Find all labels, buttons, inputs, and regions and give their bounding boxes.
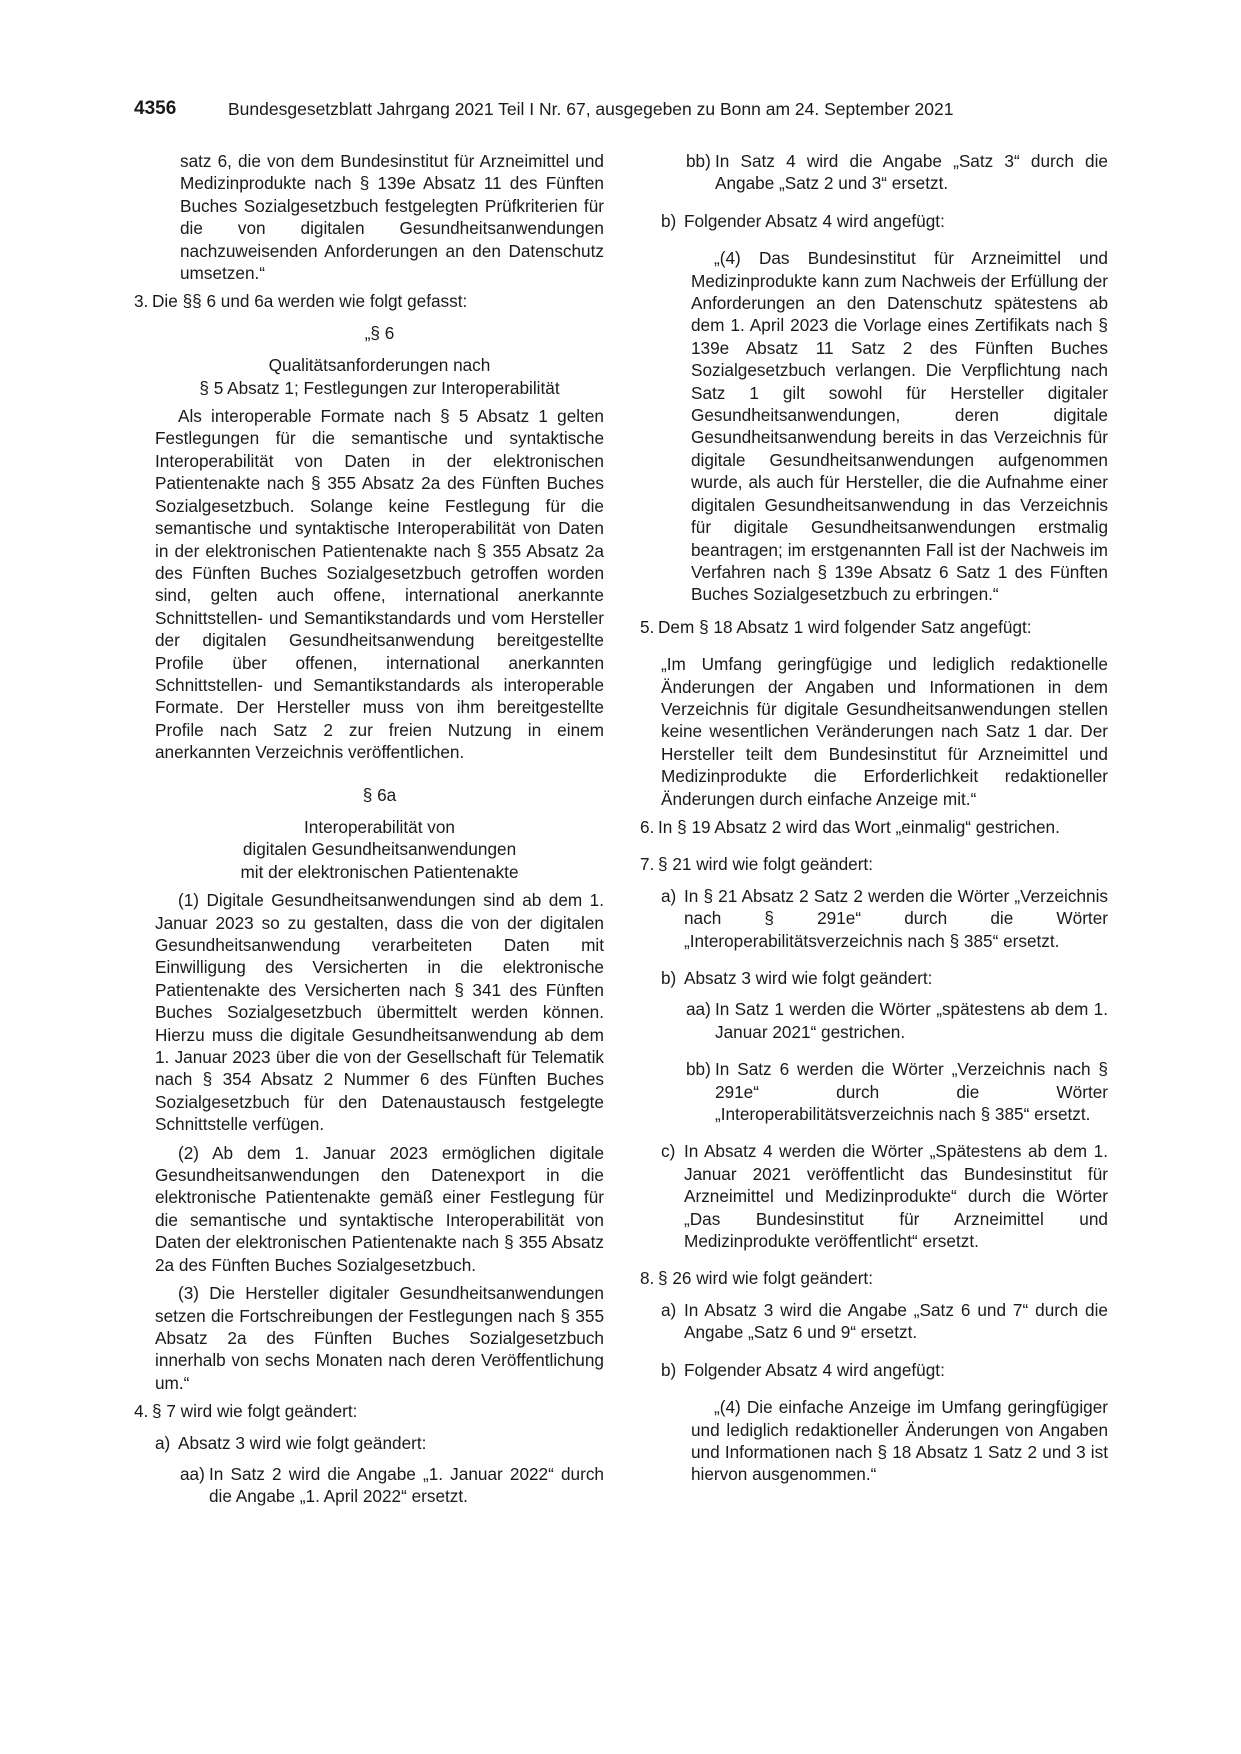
item-label: 8.	[640, 1268, 655, 1289]
list-item-3	[134, 290, 604, 312]
item-text: In Absatz 4 werden die Wörter „Spätestens ab dem 1. Januar 2021 veröffentlicht das Bundesinstitut für Arzneimittel und Medizinprodukte“ durch die Wörter „Das Bundesinstitut für Arzneimittel und Medizinprodukte veröffentlicht“ ersetzt.	[684, 1141, 1108, 1252]
quoted-absatz-4: „(4) Das Bundesinstitut für Arzneimittel und Medizinprodukte kann zum Nachweis der Erfüllung der Anforderungen an den Datenschutz spätestens ab dem 1. April 2023 die Vorlage eines Zertifikats nach § 139e Absatz 11 Satz 2 des Fünften Buches Sozialgesetzbuch verlangen. Die Verpflichtung nach Satz 1 gilt sowohl für Hersteller digitaler Gesundheitsanwendungen, deren digitale Gesundheitsanwendung bereits in das Verzeichnis für digitale Gesundheitsanwendungen aufgenommen wurde, als auch für Hersteller, die die Aufnahme einer digitalen Gesundheitsanwendung in das Verzeichnis für digitale Gesundheitsanwendungen erstmalig beantragen; im erstgenannten Fall ist der Nachweis im Verfahren nach § 139e Absatz 6 Satz 1 des Fünften Buches Sozialgesetzbuch zu erbringen.“	[691, 248, 1108, 605]
section-6	[155, 322, 604, 1394]
section-paragraph: (2) Ab dem 1. Januar 2023 ermöglichen digitale Gesundheitsanwendungen den Datenexport in die elektronische Patientenakte gemäß einer Festlegung für die semantische und syntaktische Interoperabilität von Daten der elektronischen Patientenakte nach § 355 Absatz 2a des Fünften Buches Sozialgesetzbuch.	[155, 1142, 604, 1275]
list-item-7c	[661, 1140, 1108, 1252]
quoted-absatz-4: „(4) Die einfache Anzeige im Umfang geringfügiger und lediglich redaktioneller Änderungen von Angaben und Informationen nach § 18 Absatz 1 Satz 2 und 3 ist hiervon ausgenommen.“	[691, 1397, 1108, 1485]
section-paragraph: (1) Digitale Gesundheitsanwendungen sind ab dem 1. Januar 2023 so zu gestalten, dass die von der digitalen Gesundheitsanwendung verarbeiteten Daten mit Einwilligung des Versicherten in die elektronische Patientenakte des Versicherten nach § 341 des Fünften Buches Sozialgesetzbuch übermittelt werden können. Hierzu muss die digitale Gesundheitsanwendung ab dem 1. Januar 2023 über die von der Gesellschaft für Telematik nach § 354 Absatz 2 Nummer 6 des Fünften Buches Sozialgesetzbuch für den Datenaustausch festgelegte Schnittstelle verfügen.	[155, 890, 604, 1135]
item-text: § 26 wird wie folgt geändert:	[658, 1268, 873, 1289]
list-item-4a	[155, 1432, 604, 1454]
item-text: In Satz 2 wird die Angabe „1. Januar 2022“ durch die Angabe „1. April 2022“ ersetzt.	[209, 1463, 604, 1507]
item-text: In Satz 1 werden die Wörter „spätestens ab dem 1. Januar 2021“ gestrichen.	[715, 999, 1108, 1042]
item-label: b)	[661, 968, 677, 988]
quoted-sentence: „Im Umfang geringfügige und lediglich redaktionelle Änderungen der Angaben und Informationen in dem Verzeichnis für digitale Gesundheitsanwendungen stellen keine wesentlichen Veränderungen nach Satz 1 dar. Der Hersteller teilt dem Bundesinstitut für Arzneimittel und Medizinprodukte die Erforderlichkeit redaktioneller Änderungen durch einfache Anzeige mit.“	[661, 654, 1108, 809]
item-text: In § 19 Absatz 2 wird das Wort „einmalig“ gestrichen.	[658, 816, 1060, 837]
item-text: § 7 wird wie folgt geändert:	[152, 1401, 358, 1422]
item-label: b)	[661, 1359, 677, 1380]
list-item-8a	[661, 1299, 1108, 1344]
item-text: In Satz 4 wird die Angabe „Satz 3“ durch die Angabe „Satz 2 und 3“ ersetzt.	[715, 151, 1108, 194]
item-label: 4.	[134, 1401, 149, 1422]
right-column	[640, 150, 1108, 1486]
section-number: „§ 6	[364, 322, 395, 343]
item-text: Folgender Absatz 4 wird angefügt:	[684, 1359, 945, 1380]
left-column	[134, 150, 604, 1517]
item-text: Die §§ 6 und 6a werden wie folgt gefasst:	[152, 291, 468, 312]
list-item-8	[640, 1267, 1108, 1289]
item-label: bb)	[686, 1059, 711, 1080]
page-number: 4356	[134, 98, 177, 119]
item-text: Folgender Absatz 4 wird angefügt:	[684, 210, 945, 231]
list-item-4a-aa	[180, 1463, 604, 1508]
item-text: Dem § 18 Absatz 1 wird folgender Satz angefügt:	[658, 616, 1032, 637]
section-paragraph: (3) Die Hersteller digitaler Gesundheitsanwendungen setzen die Fortschreibungen der Festlegungen nach § 355 Absatz 2a des Fünften Buches Sozialgesetzbuch innerhalb von sechs Monaten nach deren Veröffentlichung um.“	[155, 1283, 604, 1393]
item-label: 6.	[640, 816, 655, 837]
item-label: aa)	[180, 1463, 205, 1484]
section-body: Als interoperable Formate nach § 5 Absatz 1 gelten Festlegungen für die semantische und syntaktische Interoperabilität von Daten in der elektronischen Patientenakte nach § 355 Absatz 2a des Fünften Buches Sozialgesetzbuch. Solange keine Festlegung für die semantische und syntaktische Interoperabilität von Daten in der elektronischen Patientenakte nach § 355 Absatz 2a des Fünften Buches Sozialgesetzbuch getroffen worden sind, gelten auch offene, international anerkannte Schnittstellen- und Semantikstandards und vom Hersteller der digitalen Gesundheitsanwendung bereitgestellte Profile über offenen, international anerkannten Schnittstellen- und Semantikstandards als interoperable Formate. Der Hersteller muss von ihm bereitgestellte Profile nach Satz 2 zur freien Nutzung in einem anerkannten Verzeichnis veröffentlichen.	[155, 406, 604, 763]
list-item-6	[640, 816, 1108, 838]
section-title-line: digitalen Gesundheitsanwendungen	[242, 839, 517, 860]
section-title-line: mit der elektronischen Patientenakte	[240, 861, 519, 882]
running-head: Bundesgesetzblatt Jahrgang 2021 Teil I Nr. 67, ausgegeben zu Bonn am 24. September 2021	[228, 99, 954, 119]
item-label: 3.	[134, 291, 149, 312]
list-item-7b-bb	[686, 1058, 1108, 1125]
section-title-line: Qualitätsanforderungen nach	[268, 355, 491, 376]
list-item-4b	[661, 210, 1108, 232]
item-text: In § 21 Absatz 2 Satz 2 werden die Wörter „Verzeichnis nach § 291e“ durch die Wörter „Interoperabilitätsverzeichnis nach § 385“ ersetzt.	[684, 885, 1108, 951]
item-label: bb)	[686, 151, 711, 171]
list-item-7b	[661, 967, 1108, 989]
item-label: 7.	[640, 854, 655, 875]
section-number: § 6a	[362, 784, 397, 805]
item-label: 5.	[640, 616, 655, 637]
page-header	[134, 98, 1109, 128]
list-item-7b-aa	[686, 998, 1108, 1043]
list-item-4	[134, 1400, 604, 1422]
item-label: aa)	[686, 999, 711, 1020]
item-text: Absatz 3 wird wie folgt geändert:	[684, 968, 933, 988]
list-item-7	[640, 853, 1108, 875]
item-label: b)	[661, 210, 677, 231]
item-label: c)	[661, 1141, 676, 1162]
item-label: a)	[661, 1299, 677, 1320]
list-item-4a-bb	[686, 150, 1108, 195]
item-label: a)	[661, 885, 677, 906]
list-item-7a	[661, 885, 1108, 952]
section-title-line: Interoperabilität von	[304, 816, 455, 837]
section-title-line: § 5 Absatz 1; Festlegungen zur Interoperabilität	[199, 377, 560, 398]
list-item-5	[640, 616, 1108, 638]
list-item-8b	[661, 1359, 1108, 1381]
continued-paragraph: satz 6, die von dem Bundesinstitut für Arzneimittel und Medizinprodukte nach § 139e Absatz 11 des Fünften Buches Sozialgesetzbuch festgelegten Prüfkriterien für die von digitalen Gesundheitsanwendungen nachzuweisenden Anforderungen an den Datenschutz umsetzen.“	[180, 151, 604, 284]
item-text: In Absatz 3 wird die Angabe „Satz 6 und 7“ durch die Angabe „Satz 6 und 9“ ersetzt.	[684, 1299, 1108, 1343]
item-text: In Satz 6 werden die Wörter „Verzeichnis nach § 291e“ durch die Wörter „Interoperabilitätsverzeichnis nach § 385“ ersetzt.	[715, 1059, 1108, 1125]
item-label: a)	[155, 1432, 171, 1453]
item-text: Absatz 3 wird wie folgt geändert:	[178, 1432, 427, 1453]
item-text: § 21 wird wie folgt geändert:	[658, 854, 873, 875]
